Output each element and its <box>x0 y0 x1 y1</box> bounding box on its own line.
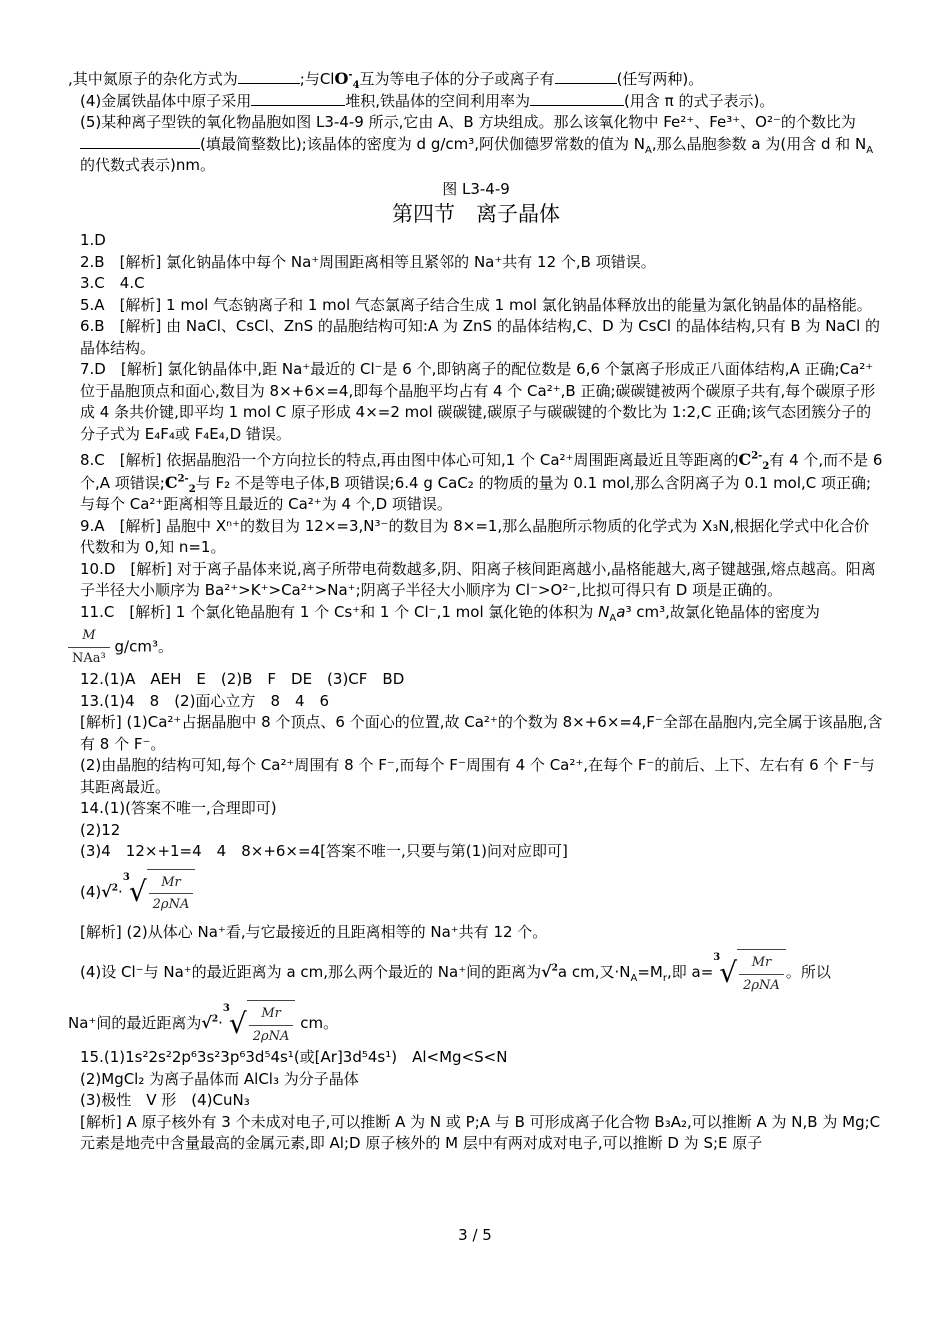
sqrt-two: √$^2$ <box>101 881 119 901</box>
answer-14-2: (2)12 <box>80 820 121 839</box>
answer-12: 12.(1)A AEH E (2)B F DE (3)CF BD <box>80 670 405 688</box>
document-page <box>68 68 884 1155</box>
text: 与 F₂ 不是等电子体,B 项错误;6.4 g CaC₂ 的物质的量为 0.1 mol,那么含阴离子为 0.1 mol,C 项正确;与每个 Ca²⁺距离相等且最近的 Ca²⁺为 4 个,D 项错误。 <box>80 473 872 513</box>
sqrt-two: √$^2$ <box>541 962 558 981</box>
answer-13-explanation-1: [解析] (1)Ca²⁺占据晶胞中 8 个顶点、6 个面心的位置,故 Ca²⁺的个数为 8×+6×=4,F⁻全部在晶胞内,完全属于该晶胞,含有 8 个 F⁻。 <box>80 713 883 753</box>
answer-11-text: 11.C [解析] 1 个氯化铯晶胞有 1 个 Cs⁺和 1 个 Cl⁻,1 mol 氯化铯的体积为 $N_Aa^3$ cm³,故氯化铯晶体的密度为 <box>80 602 820 624</box>
cube-root-formula: 3 √ $\frac{Mr}{\text{2ρNA}}$ <box>123 869 196 916</box>
figure-caption: 图 L3-4-9 <box>442 179 510 198</box>
answer-1: 1.D <box>80 231 106 249</box>
answer-14-explanation-1: [解析] (2)从体心 Na⁺看,与它最接近的且距离相等的 Na⁺共有 12 个。 <box>80 922 548 941</box>
answer-blank <box>555 69 617 84</box>
carbide-ion-formula: $C^{2-}_2$ <box>738 450 770 473</box>
text: ,即 a= <box>666 963 714 981</box>
text: (4)金属铁晶体中原子采用 <box>80 91 252 110</box>
answer-15-explanation: [解析] A 原子核外有 3 个未成对电子,可以推断 A 为 N 或 P;A 与 B 可形成离子化合物 B₃A₂,可以推断 A 为 N,B 为 Mg;C 元素是地壳中含量最高的金属元素,即 Al;D 原子核外的 M 层中有两对成对电子,可以推断 D 为 S;E 原子 <box>80 1112 881 1152</box>
text: 。所以 <box>785 963 831 981</box>
text: 有 4 个,而不是 6 个,A 项错误; <box>80 451 883 492</box>
question-line-iron-packing <box>68 91 884 113</box>
cube-root-formula: 3 √ $\frac{Mr}{\text{2ρNA}}$ <box>713 949 786 996</box>
text: (用含 π 的式子表示)。 <box>624 91 775 110</box>
text: 8.C [解析] 依据晶胞沿一个方向拉长的特点,再由图中体心可知,1 个 Ca²⁺周围距离最近且等距离的 <box>80 451 739 469</box>
section-title: 第四节 离子晶体 <box>392 202 560 226</box>
answer-15-3: (3)极性 V 形 (4)CuN₃ <box>80 1091 250 1109</box>
answer-14-1: 14.(1)(答案不唯一,合理即可) <box>80 799 277 817</box>
answer-blank <box>238 69 300 84</box>
answer-5: 5.A [解析] 1 mol 气态钠离子和 1 mol 气态氯离子结合生成 1 mol 氯化钠晶体释放出的能量为氯化钠晶体的晶格能。 <box>80 295 872 314</box>
answer-6: 6.B [解析] 由 NaCl、CsCl、ZnS 的晶胞结构可知:A 为 ZnS 的晶体结构,C、D 为 CsCl 的晶体结构,只有 B 为 NaCl 的晶体结构。 <box>80 317 881 357</box>
text: 互为等电子体的分子或离子有 <box>359 70 555 88</box>
text: ,那么晶胞参数 a 为(用含 d 和 N <box>651 134 867 153</box>
answer-9: 9.A [解析] 晶胞中 Xⁿ⁺的数目为 12×=3,N³⁻的数目为 8×=1,那么晶胞所示物质的化学式为 X₃N,根据化学式中化合价代数和为 0,知 n=1。 <box>80 516 870 556</box>
answer-13: 13.(1)4 8 (2)面心立方 8 4 6 <box>80 691 330 710</box>
answer-13-explanation-2: (2)由晶胞的结构可知,每个 Ca²⁺周围有 8 个 F⁻,而每个 F⁻周围有 4 个 Ca²⁺,在每个 F⁻的前后、上下、左右有 6 个 F⁻与其距离最近。 <box>80 756 875 796</box>
question-line-hybridization <box>68 68 884 91</box>
text: ,其中氮原子的杂化方式为 <box>68 70 238 88</box>
cube-root-formula: 3 √ $\frac{Mr}{\text{2ρNA}}$ <box>223 1000 296 1047</box>
answer-8 <box>68 449 884 516</box>
answer-3-4: 3.C 4.C <box>80 274 145 292</box>
answer-blank <box>80 134 200 149</box>
text: Na⁺间的最近距离为 <box>68 1014 202 1032</box>
answer-11 <box>68 602 884 624</box>
density-fraction: $\frac{M}{\text{NAa³}}$ <box>68 625 110 669</box>
answer-15-1: 15.(1)1s²2s²2p⁶3s²3p⁶3d⁵4s¹(或[Ar]3d⁵4s¹) Al<Mg<S<N <box>80 1048 508 1066</box>
perchlorate-ion-formula: $O^-_4$ <box>334 69 360 92</box>
answer-blank <box>251 91 345 106</box>
text: =M <box>637 963 663 981</box>
answer-11-formula <box>68 625 884 669</box>
answer-14-4: (4)√$^2$· 3 √ $\frac{Mr}{\text{2ρNA}}$ <box>68 869 884 916</box>
answer-10: 10.D [解析] 对于离子晶体来说,离子所带电荷数越多,阴、阳离子核间距离越小,晶格能越大,离子键越强,熔点越高。阳离子半径大小顺序为 Ba²⁺>K⁺>Ca²⁺>Na⁺;阴离子半径大小顺序为 Cl⁻>O²⁻,比拟可得只有 D 项是正确的。 <box>80 559 876 599</box>
text: a cm,又·N <box>557 963 631 981</box>
text: cm。 <box>300 1014 339 1032</box>
page-number: 3 / 5 <box>458 1226 492 1244</box>
text: (4) <box>80 882 102 901</box>
text: 堆积,铁晶体的空间利用率为 <box>345 91 531 110</box>
answer-7: 7.D [解析] 氯化钠晶体中,距 Na⁺最近的 Cl⁻是 6 个,即钠离子的配位数是 6,6 个氯离子形成正八面体结构,A 正确;Ca²⁺位于晶胞顶点和面心,数目为 8×+6×=4,即每个晶胞平均占有 4 个 Ca²⁺,B 正确;碳碳键被两个碳原子共有,每个碳原子形成 4 条共价键,即平均 1 mol C 原子形成 4×=2 mol 碳碳键,碳原子与碳碳键的个数比为 1:2,C 正确;该气态团簇分子的分子式为 E₄F₄或 F₄E₄,D 错误。 <box>80 360 876 443</box>
text: (4)设 Cl⁻与 Na⁺的最近距离为 a cm,那么两个最近的 Na⁺间的距离为 <box>80 963 542 981</box>
answer-14-3: (3)4 12×+1=4 4 8×+6×=4[答案不唯一,只要与第(1)问对应即可] <box>80 842 568 860</box>
question-line-iron-oxide: (5)某种离子型铁的氧化物晶胞如图 L3-4-9 所示,它由 A、B 方块组成。那么该氧化物中 Fe²⁺、Fe³⁺、O²⁻的个数比为(填最简整数比);该晶体的密度为 d g/cm³,阿伏伽德罗常数的值为 $N_A$,那么晶胞参数 a 为(用含 d 和 $N_A$的代数式表示)nm。 <box>80 113 874 174</box>
answer-blank <box>530 91 624 106</box>
unit: g/cm³。 <box>114 637 173 656</box>
sqrt-two: √$^2$ <box>201 1013 219 1032</box>
text: (填最简整数比);该晶体的密度为 d g/cm³,阿伏伽德罗常数的值为 N <box>200 134 646 153</box>
answer-2: 2.B [解析] 氯化钠晶体中每个 Na⁺周围距离相等且紧邻的 Na⁺共有 12 个,B 项错误。 <box>80 252 656 271</box>
carbide-ion-formula: $C^{2-}_2$ <box>164 472 196 495</box>
answer-15-2: (2)MgCl₂ 为离子晶体而 AlCl₃ 为分子晶体 <box>80 1069 359 1088</box>
text: (5)某种离子型铁的氧化物晶胞如图 L3-4-9 所示,它由 A、B 方块组成。那么该氧化物中 Fe²⁺、Fe³⁺、O²⁻的个数比为 <box>80 113 856 131</box>
answer-14-explanation-3: Na⁺间的最近距离为√$^2$· 3 √ $\frac{Mr}{\text{2ρNA}}$ cm。 <box>68 1000 884 1047</box>
text: 的代数式表示)nm。 <box>80 156 215 174</box>
text: (任写两种)。 <box>616 70 704 88</box>
text: ;与Cl <box>299 70 335 88</box>
answer-14-explanation-2: (4)设 Cl⁻与 Na⁺的最近距离为 a cm,那么两个最近的 Na⁺间的距离为√$^2$a cm,又$\cdot N_A=M_r$,即 a= 3 √ $\frac{Mr}{\text{2ρNA}}$ 。所以 <box>68 949 884 996</box>
